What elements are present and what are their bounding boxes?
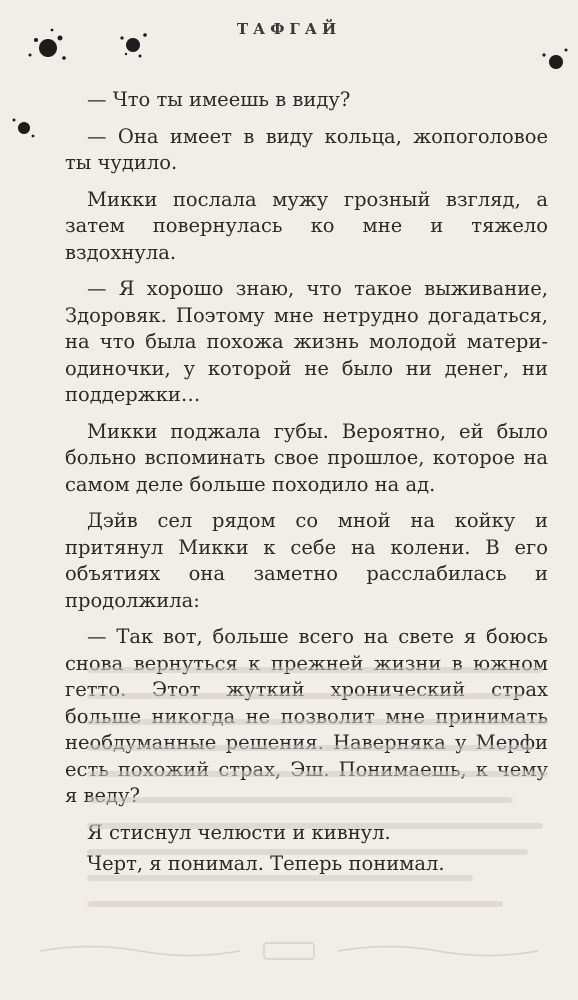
paragraph: Микки поджала губы. Вероятно, ей было больно вспоминать свое прошлое, которое на самом деле больше походило на ад.: [65, 419, 548, 496]
show-through-lines: [0, 650, 578, 970]
paragraph: Дэйв сел рядом со мной на койку и притянул Микки к себе на колени. В его объятиях она заметно расслабилась и продолжила:: [65, 509, 548, 612]
paragraph: — Она имеет в виду кольца, жопоголовое ты чудило.: [65, 124, 548, 174]
paragraph: — Так вот, больше всего на свете я боюсь снова вернуться к прежней жизни в южном гетто. Этот жуткий хронический страх больше никогда не позволит мне принимать необдуманные решения. Наверняка у Мерфи есть похожий страх, Эш. Понимаешь, к чему я веду?: [65, 625, 548, 807]
paragraph: Микки послала мужу грозный взгляд, а затем повернулась ко мне и тяжело вздохнула.: [65, 187, 548, 264]
footer-ornament: [30, 940, 548, 962]
paragraph: Я стиснул челюсти и кивнул.: [87, 820, 391, 844]
paragraph: — Я хорошо знаю, что такое выживание, Здоровяк. Поэтому мне нетрудно догадаться, на что была похожа жизнь молодой матери-одиночки, у которой не было ни денег, ни поддержки…: [65, 277, 548, 406]
paragraph: Черт, я понимал. Теперь понимал.: [87, 852, 445, 875]
running-header: ТАФГАЙ: [236, 20, 342, 38]
paragraph: — Что ты имеешь в виду?: [87, 88, 351, 111]
